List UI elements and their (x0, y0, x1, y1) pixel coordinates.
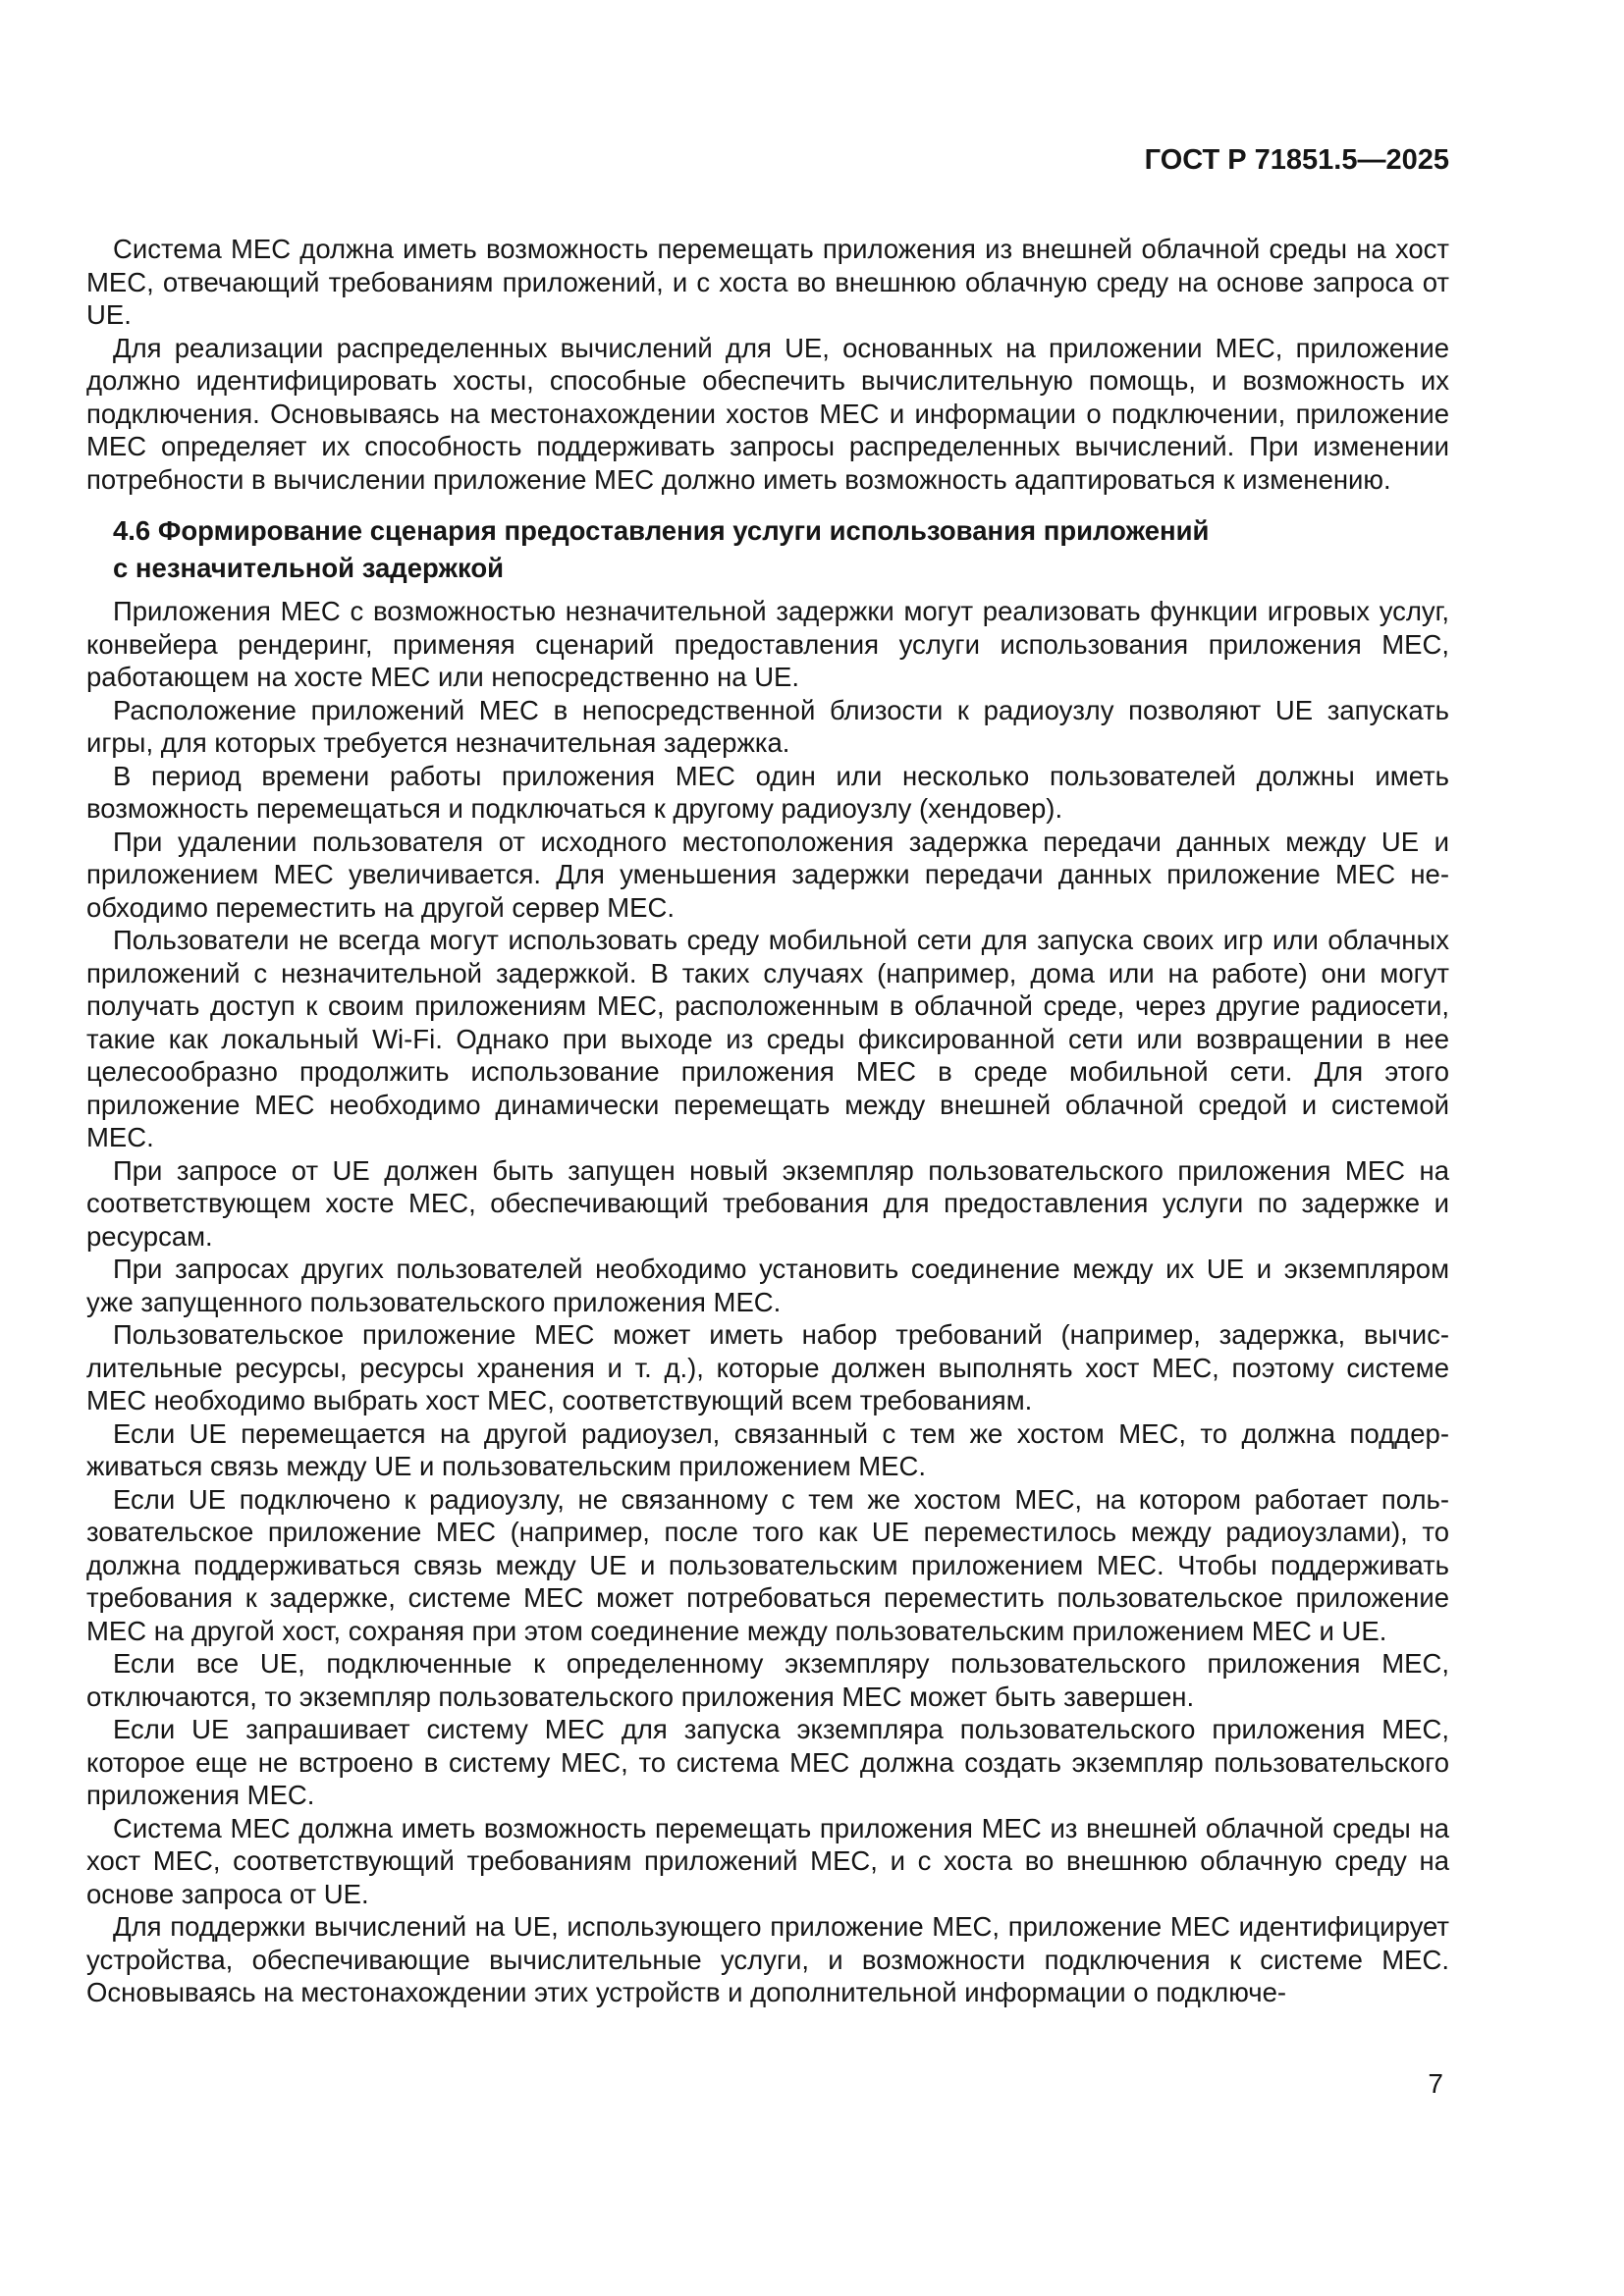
body-paragraph-8: Пользовательское приложение МЕС может иметь набор требований (например, задержка, вычислительные ресурсы, ресурсы хранения и т. д.), которые должен выполнять хост МЕС, поэтому системе МЕС необходимо выбрать хост МЕС, соответствующий всем требованиям. (86, 1319, 1449, 1415)
section-heading-line-2: с незначительной задержкой (113, 552, 505, 583)
body-paragraph-3: В период времени работы приложения МЕС один или несколько пользователей должны иметь возможность перемещаться и подключаться к другому радиоузлу (хендовер). (86, 760, 1449, 824)
body-paragraph-6: При запросе от UE должен быть запущен новый экземпляр пользовательского приложения МЕС на соответствующем хосте МЕС, обеспечивающий требования для предоставления услуги по задержке и ресурсам. (86, 1154, 1449, 1252)
body-paragraph-4: При удалении пользователя от исходного местоположения задержка передачи данных между UE и приложением МЕС увеличивается. Для уменьшения задержки передачи данных приложение МЕС необходимо переместить на другой сервер МЕС. (86, 826, 1449, 923)
section-heading-4-6 (113, 512, 1449, 586)
body-paragraph-12: Если UE запрашивает систему МЕС для запуска экземпляра пользовательского приложения МЕС, которое еще не встроено в систему МЕС, то система МЕС должна создать экземпляр пользовательского приложения МЕС. (86, 1714, 1449, 1810)
body-paragraph-10: Если UE подключено к радиоузлу, не связанному с тем же хостом МЕС, на котором работает пользовательское приложение МЕС (например, после того как UE переместилось между радиоузлами), то должна поддерживаться связь между UE и пользовательским приложением МЕС. Чтобы поддерживать требования к задержке, системе МЕС может потребоваться переместить пользовательское приложение МЕС на другой хост, сохраняя при этом соединение между пользовательским приложением МЕС и UE. (86, 1483, 1449, 1646)
document-body (86, 233, 1449, 2009)
section-heading-line-1: 4.6 Формирование сценария предоставления услуги использования приложений (113, 515, 1210, 546)
body-paragraph-14: Для поддержки вычислений на UE, использующего приложение МЕС, приложение МЕС идентифицирует устройства, обеспечивающие вычислительные услуги, и возможности подключения к системе МЕС. Основываясь на местонахождении этих устройств и дополнительной информации о подключе- (86, 1911, 1449, 2007)
body-paragraph-2: Расположение приложений МЕС в непосредственной близости к радиоузлу позволяют UE запускать игры, для которых требуется незначительная задержка. (86, 694, 1449, 758)
body-paragraph-13: Система МЕС должна иметь возможность перемещать приложения МЕС из внешней облачной среды на хост МЕС, соответствующий требованиям приложений МЕС, и с хоста во внешнюю облачную среду на основе запроса от UE. (86, 1812, 1449, 1909)
body-paragraph-9: Если UE перемещается на другой радиоузел, связанный с тем же хостом МЕС, то должна поддерживаться связь между UE и пользовательским приложением МЕС. (86, 1417, 1449, 1481)
page-number: 7 (1428, 2068, 1443, 2099)
intro-paragraph-1: Система МЕС должна иметь возможность перемещать приложения из внешней облачной среды на хост МЕС, отвечающий требованиям приложений, и с хоста во внешнюю облачную среду на основе запроса от UE. (86, 234, 1449, 330)
body-paragraph-5: Пользователи не всегда могут использовать среду мобильной сети для запуска своих игр или облачных приложений с незначительной задержкой. В таких случаях (например, дома или на работе) они могут получать доступ к своим приложениям МЕС, расположенным в облачной среде, через другие радиосети, такие как локальный Wi-Fi. Однако при выходе из среды фиксированной сети или возвращении в нее целесообразно продолжить использование приложения МЕС в среде мобильной сети. Для этого приложение МЕС необходимо динамически перемещать между внешней облачной средой и системой МЕС. (86, 925, 1449, 1152)
body-paragraph-11: Если все UE, подключенные к определенному экземпляру пользовательского приложения МЕС, отключаются, то экземпляр пользовательского приложения МЕС может быть завершен. (86, 1648, 1449, 1712)
body-paragraph-1: Приложения МЕС с возможностью незначительной задержки могут реализовать функции игровых услуг, конвейера рендеринг, применяя сценарий предоставления услуги использования приложения МЕС, работающем на хосте МЕС или непосредственно на UE. (86, 596, 1449, 692)
body-paragraph-7: При запросах других пользователей необходимо установить соединение между их UE и экземпляром уже запущенного пользовательского приложения МЕС. (86, 1254, 1449, 1317)
document-header-standard-number: ГОСТ Р 71851.5—2025 (1144, 144, 1449, 176)
intro-paragraph-2: Для реализации распределенных вычислений для UE, основанных на приложении МЕС, приложение должно идентифицировать хосты, способные обеспечить вычислительную помощь, и возможность их подключения. Основываясь на местонахождении хостов МЕС и информации о подключении, приложение МЕС определяет их способность поддерживать запросы распределенных вычислений. При изменении потребности в вычислении приложение МЕС должно иметь возможность адаптироваться к изменению. (86, 332, 1449, 495)
